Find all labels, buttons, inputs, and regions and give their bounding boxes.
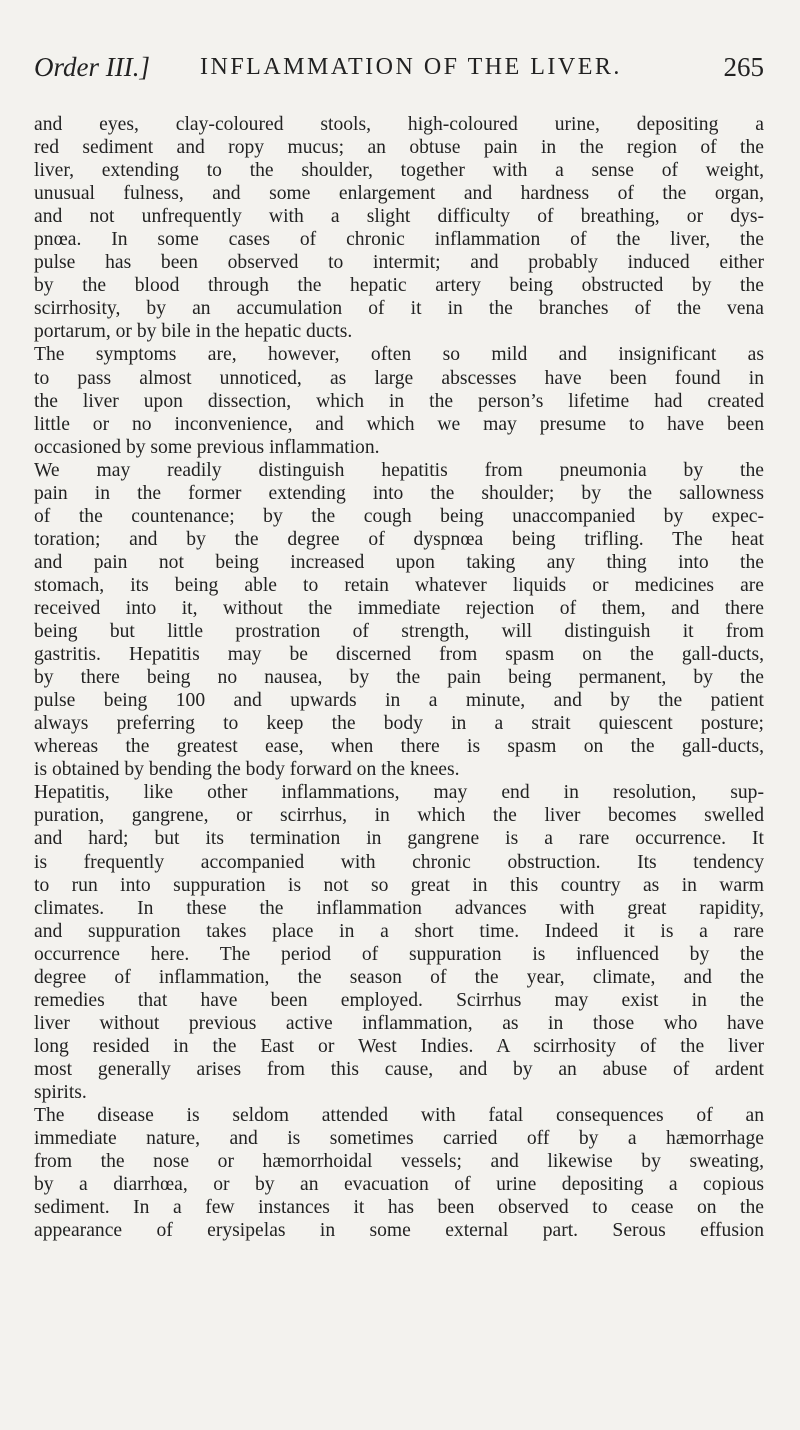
text-line: The disease is seldom attended with fatal consequences of an	[34, 1105, 764, 1127]
text-line: by a diarrhœa, or by an evacuation of urine depositing a copious	[34, 1174, 764, 1196]
page-number: 265	[723, 52, 764, 82]
text-line: the liver upon dissection, which in the person’s lifetime had created	[34, 390, 764, 412]
text-line: is frequently accompanied with chronic obstruction. Its tendency	[34, 851, 764, 873]
text-line: pulse has been observed to intermit; and probably induced either	[34, 252, 764, 274]
order-label: Order III.]	[34, 52, 150, 82]
text-line: climates. In these the inflammation advances with great rapidity,	[34, 897, 764, 919]
text-line: toration; and by the degree of dyspnœa being trifling. The heat	[34, 528, 764, 550]
text-line: of the countenance; by the cough being unaccompanied by expec-	[34, 505, 764, 527]
text-line: remedies that have been employed. Scirrhus may exist in the	[34, 989, 764, 1011]
text-line: pain in the former extending into the shoulder; by the sallowness	[34, 482, 764, 504]
text-line: pulse being 100 and upwards in a minute, and by the patient	[34, 690, 764, 712]
text-line: to pass almost unnoticed, as large abscesses have been found in	[34, 367, 764, 389]
text-line: degree of inflammation, the season of the year, climate, and the	[34, 966, 764, 988]
text-line: scirrhosity, by an accumulation of it in the branches of the vena	[34, 298, 764, 320]
chapter-title: INFLAMMATION OF THE LIVER.	[200, 54, 622, 80]
text-line: and pain not being increased upon taking any thing into the	[34, 551, 764, 573]
text-line: We may readily distinguish hepatitis from pneumonia by the	[34, 459, 764, 481]
text-line: always preferring to keep the body in a strait quiescent posture;	[34, 713, 764, 735]
text-line: portarum, or by bile in the hepatic ducts.	[34, 321, 353, 343]
text-line: stomach, its being able to retain whatever liquids or medicines are	[34, 574, 764, 596]
text-line: and eyes, clay-coloured stools, high-coloured urine, depositing a	[34, 114, 764, 135]
text-line: occasioned by some previous inflammation.	[34, 436, 380, 458]
text-line: and hard; but its termination in gangrene is a rare occurrence. It	[34, 828, 764, 850]
text-line: by there being no nausea, by the pain being permanent, by the	[34, 667, 764, 689]
text-line: little or no inconvenience, and which we may presume to have been	[34, 413, 764, 435]
text-line: to run into suppuration is not so great in this country as in warm	[34, 874, 764, 896]
text-line: sediment. In a few instances it has been observed to cease on the	[34, 1197, 764, 1219]
text-line: red sediment and ropy mucus; an obtuse pain in the region of the	[34, 137, 764, 159]
text-line: Hepatitis, like other inflammations, may end in resolution, sup-	[34, 782, 764, 804]
text-line: is obtained by bending the body forward on the knees.	[34, 759, 460, 781]
text-line: being but little prostration of strength, will distinguish it from	[34, 621, 764, 643]
running-header	[34, 52, 764, 92]
text-line: long resided in the East or West Indies. A scirrhosity of the liver	[34, 1035, 764, 1057]
text-line: liver without previous active inflammation, as in those who have	[34, 1012, 764, 1034]
body-text	[34, 113, 764, 1242]
text-line: puration, gangrene, or scirrhus, in which the liver becomes swelled	[34, 805, 764, 827]
text-line: pnœa. In some cases of chronic inflammation of the liver, the	[34, 229, 764, 251]
text-line: most generally arises from this cause, and by an abuse of ardent	[34, 1058, 764, 1080]
text-line: appearance of erysipelas in some external part. Serous effusion	[34, 1220, 764, 1242]
text-line: spirits.	[34, 1081, 87, 1103]
text-line: whereas the greatest ease, when there is spasm on the gall-ducts,	[34, 736, 764, 758]
text-line: by the blood through the hepatic artery being obstructed by the	[34, 275, 764, 297]
text-line: occurrence here. The period of suppuration is influenced by the	[34, 943, 764, 965]
text-line: liver, extending to the shoulder, together with a sense of weight,	[34, 160, 764, 182]
text-line: gastritis. Hepatitis may be discerned from spasm on the gall-ducts,	[34, 644, 764, 666]
text-line: unusual fulness, and some enlargement and hardness of the organ,	[34, 183, 764, 205]
text-line: and not unfrequently with a slight difficulty of breathing, or dys-	[34, 206, 764, 228]
text-line: received into it, without the immediate rejection of them, and there	[34, 597, 764, 619]
text-line: from the nose or hæmorrhoidal vessels; and likewise by sweating,	[34, 1151, 764, 1173]
text-line: The symptoms are, however, often so mild and insignificant as	[34, 344, 764, 366]
text-line: and suppuration takes place in a short time. Indeed it is a rare	[34, 920, 764, 942]
text-line: immediate nature, and is sometimes carried off by a hæmorrhage	[34, 1128, 764, 1150]
